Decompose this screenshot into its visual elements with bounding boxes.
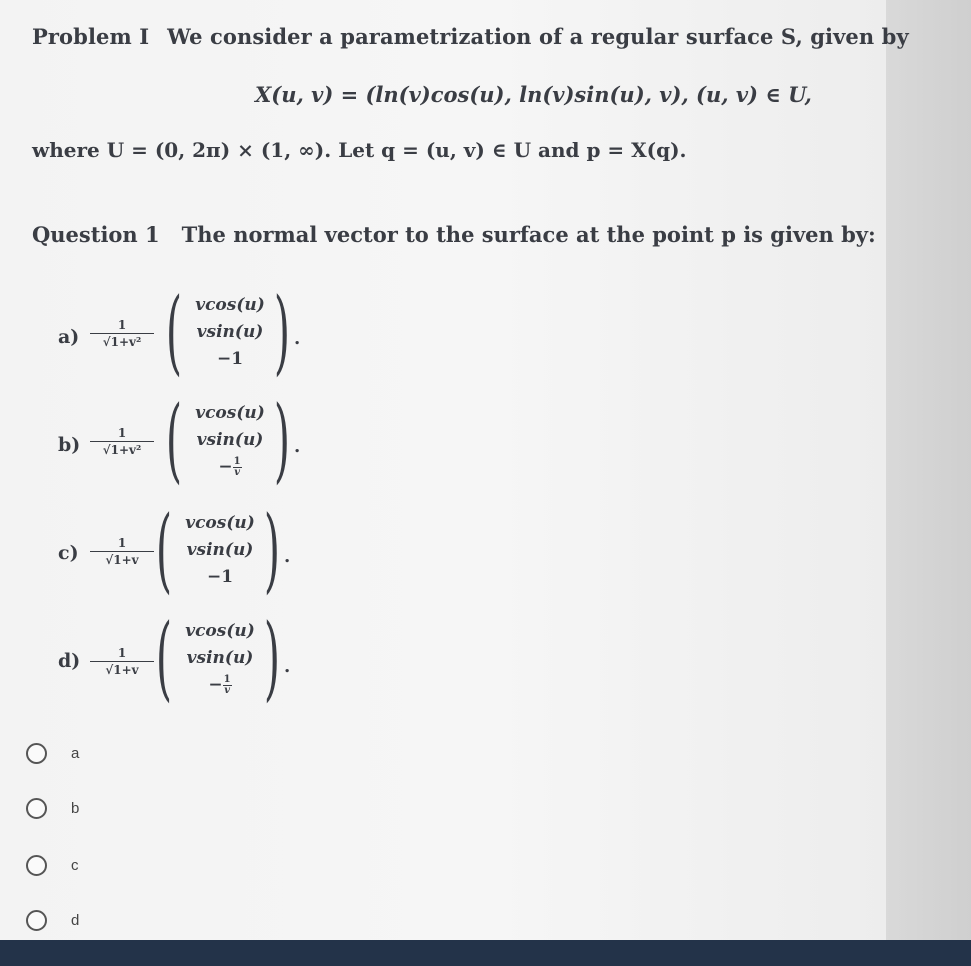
normalizing-fraction: $\frac{1}{√1+v}$ — [90, 646, 154, 677]
period: . — [284, 546, 291, 567]
problem-label: Problem I — [32, 24, 150, 49]
right-parenthesis: ) — [273, 386, 291, 493]
option-letter: a) — [58, 326, 80, 348]
option-letter: c) — [58, 542, 79, 564]
left-parenthesis: ( — [165, 386, 183, 493]
normalizing-fraction: $\frac{1}{\text{√1+v²}}$ — [90, 426, 154, 457]
answer-option-c[interactable] — [26, 855, 79, 876]
question-statement — [32, 222, 876, 247]
normalizing-fraction: $\frac{1}{\text{√1+v²}}$ — [90, 318, 154, 349]
radio-button-b[interactable] — [26, 798, 47, 819]
domain-definition: where U = (0, 2π) × (1, ∞). Let q = (u, v) ∈ U and p = X(q). — [32, 138, 687, 162]
right-parenthesis: ) — [273, 278, 291, 385]
page-margin — [886, 0, 971, 940]
left-parenthesis: ( — [155, 496, 173, 603]
option-a-expression — [58, 278, 358, 400]
answer-option-b[interactable] — [26, 798, 79, 819]
radio-button-c[interactable] — [26, 855, 47, 876]
period: . — [284, 656, 291, 677]
answer-label-a: a — [71, 745, 80, 762]
option-d-expression — [58, 604, 358, 726]
option-c-expression — [58, 496, 358, 618]
normal-vector: vcos(u) vsin(u) −1 — [185, 513, 255, 587]
question-text: The normal vector to the surface at the point p is given by: — [181, 222, 876, 247]
normalizing-fraction: $\frac{1}{√1+v}$ — [90, 536, 154, 567]
answer-label-b: b — [71, 800, 80, 817]
problem-statement — [32, 24, 909, 49]
option-letter: b) — [58, 434, 81, 456]
taskbar — [0, 940, 971, 966]
normal-vector: vcos(u) vsin(u) −1 — [195, 295, 265, 369]
normal-vector: vcos(u) vsin(u) − $\frac{1}{v}$ — [185, 621, 255, 696]
answer-option-a[interactable] — [26, 743, 79, 764]
answer-label-d: d — [71, 912, 80, 929]
period: . — [294, 328, 301, 349]
question-label: Question 1 — [32, 222, 160, 247]
problem-intro: We consider a parametrization of a regular surface S, given by — [167, 24, 909, 49]
option-b-expression — [58, 386, 358, 510]
radio-button-d[interactable] — [26, 910, 47, 931]
answer-label-c: c — [71, 857, 79, 874]
option-letter: d) — [58, 650, 81, 672]
right-parenthesis: ) — [263, 604, 281, 711]
parametrization-formula: X(u, v) = (ln(v)cos(u), ln(v)sin(u), v), (u, v) ∈ U, — [255, 82, 812, 107]
radio-button-a[interactable] — [26, 743, 47, 764]
left-parenthesis: ( — [165, 278, 183, 385]
left-parenthesis: ( — [155, 604, 173, 711]
normal-vector: vcos(u) vsin(u) − $\frac{1}{v}$ — [195, 403, 265, 478]
right-parenthesis: ) — [263, 496, 281, 603]
period: . — [294, 436, 301, 457]
answer-option-d[interactable] — [26, 910, 79, 931]
